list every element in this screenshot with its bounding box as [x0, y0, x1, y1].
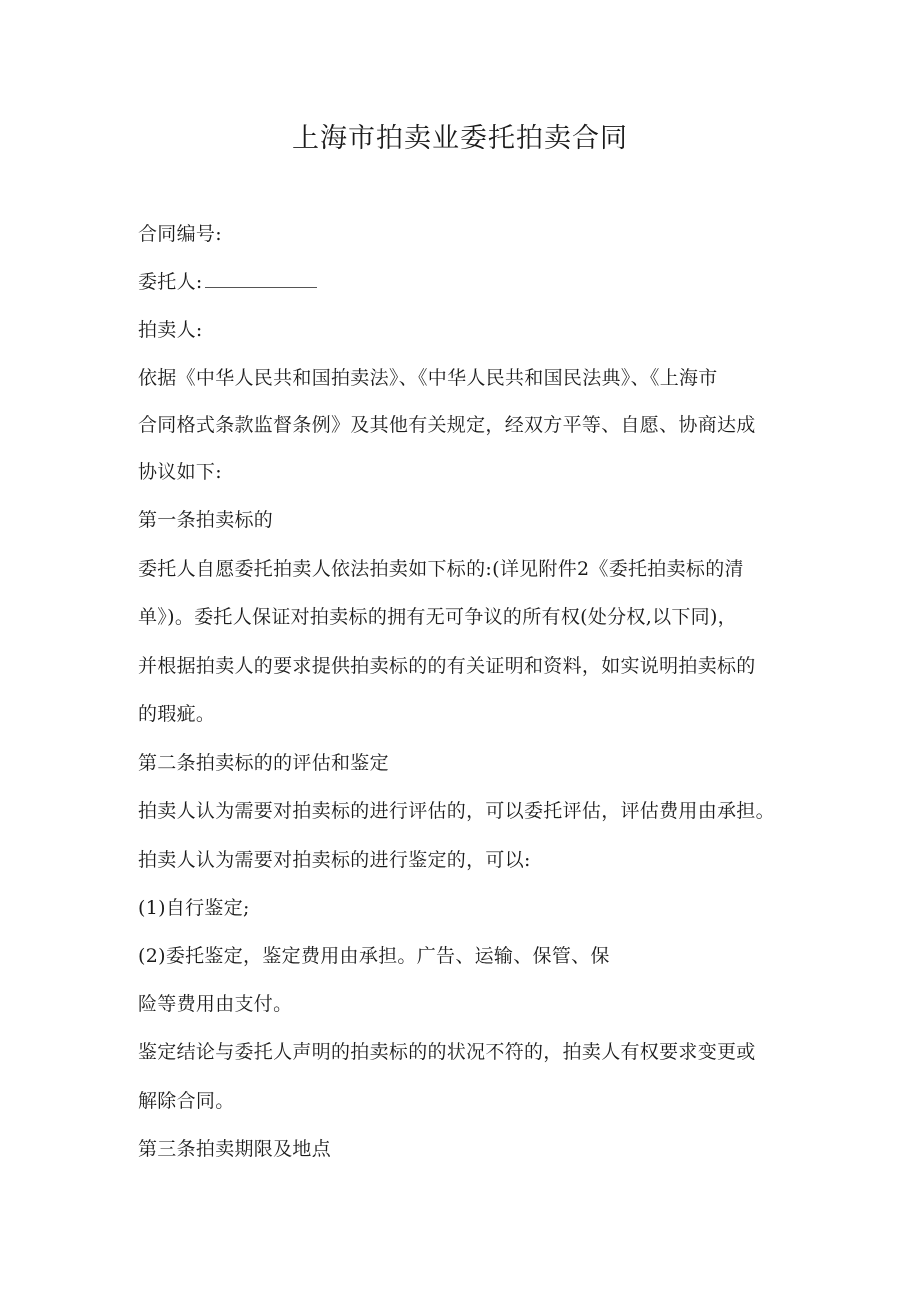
- intro-line: 协议如下:: [138, 461, 222, 483]
- article2-line: (1)自行鉴定;: [138, 897, 250, 919]
- article2-line: (2)委托鉴定，鉴定费用由承担。广告、运输、保管、保: [138, 945, 610, 967]
- article2-line: 险等费用由支付。: [138, 993, 293, 1015]
- auctioneer-label: 拍卖人:: [138, 319, 203, 341]
- intro-line: 合同格式条款监督条例》及其他有关规定，经双方平等、自愿、协商达成: [138, 414, 756, 436]
- consignor-line: [138, 268, 317, 296]
- article1-line: 的瑕疵。: [138, 703, 216, 725]
- article2-line: 解除合同。: [138, 1090, 235, 1112]
- article3-heading: 第三条拍卖期限及地点: [138, 1138, 332, 1160]
- article1-line: 单》)。委托人保证对拍卖标的拥有无可争议的所有权(处分权,以下同)，: [138, 606, 737, 628]
- consignor-label: 委托人:: [138, 271, 203, 293]
- article2-line: 拍卖人认为需要对拍卖标的进行鉴定的，可以:: [138, 849, 531, 871]
- article1-heading: 第一条拍卖标的: [138, 509, 274, 531]
- article1-line: 委托人自愿委托拍卖人依法拍卖如下标的:(详见附件2《委托拍卖标的清: [138, 558, 744, 580]
- article1-line: 并根据拍卖人的要求提供拍卖标的的有关证明和资料，如实说明拍卖标的: [138, 655, 756, 677]
- article2-heading: 第二条拍卖标的的评估和鉴定: [138, 752, 389, 774]
- document-title: 上海市拍卖业委托拍卖合同: [292, 123, 628, 154]
- contract-no-label: 合同编号:: [138, 223, 222, 245]
- article2-line: 鉴定结论与委托人声明的拍卖标的的状况不符的，拍卖人有权要求变更或: [138, 1041, 756, 1063]
- intro-line: 依据《中华人民共和国拍卖法》、《中华人民共和国民法典》、《上海市: [138, 367, 718, 389]
- article2-line: 拍卖人认为需要对拍卖标的进行评估的，可以委托评估，评估费用由承担。: [138, 800, 775, 822]
- consignor-blank-field: [205, 271, 317, 288]
